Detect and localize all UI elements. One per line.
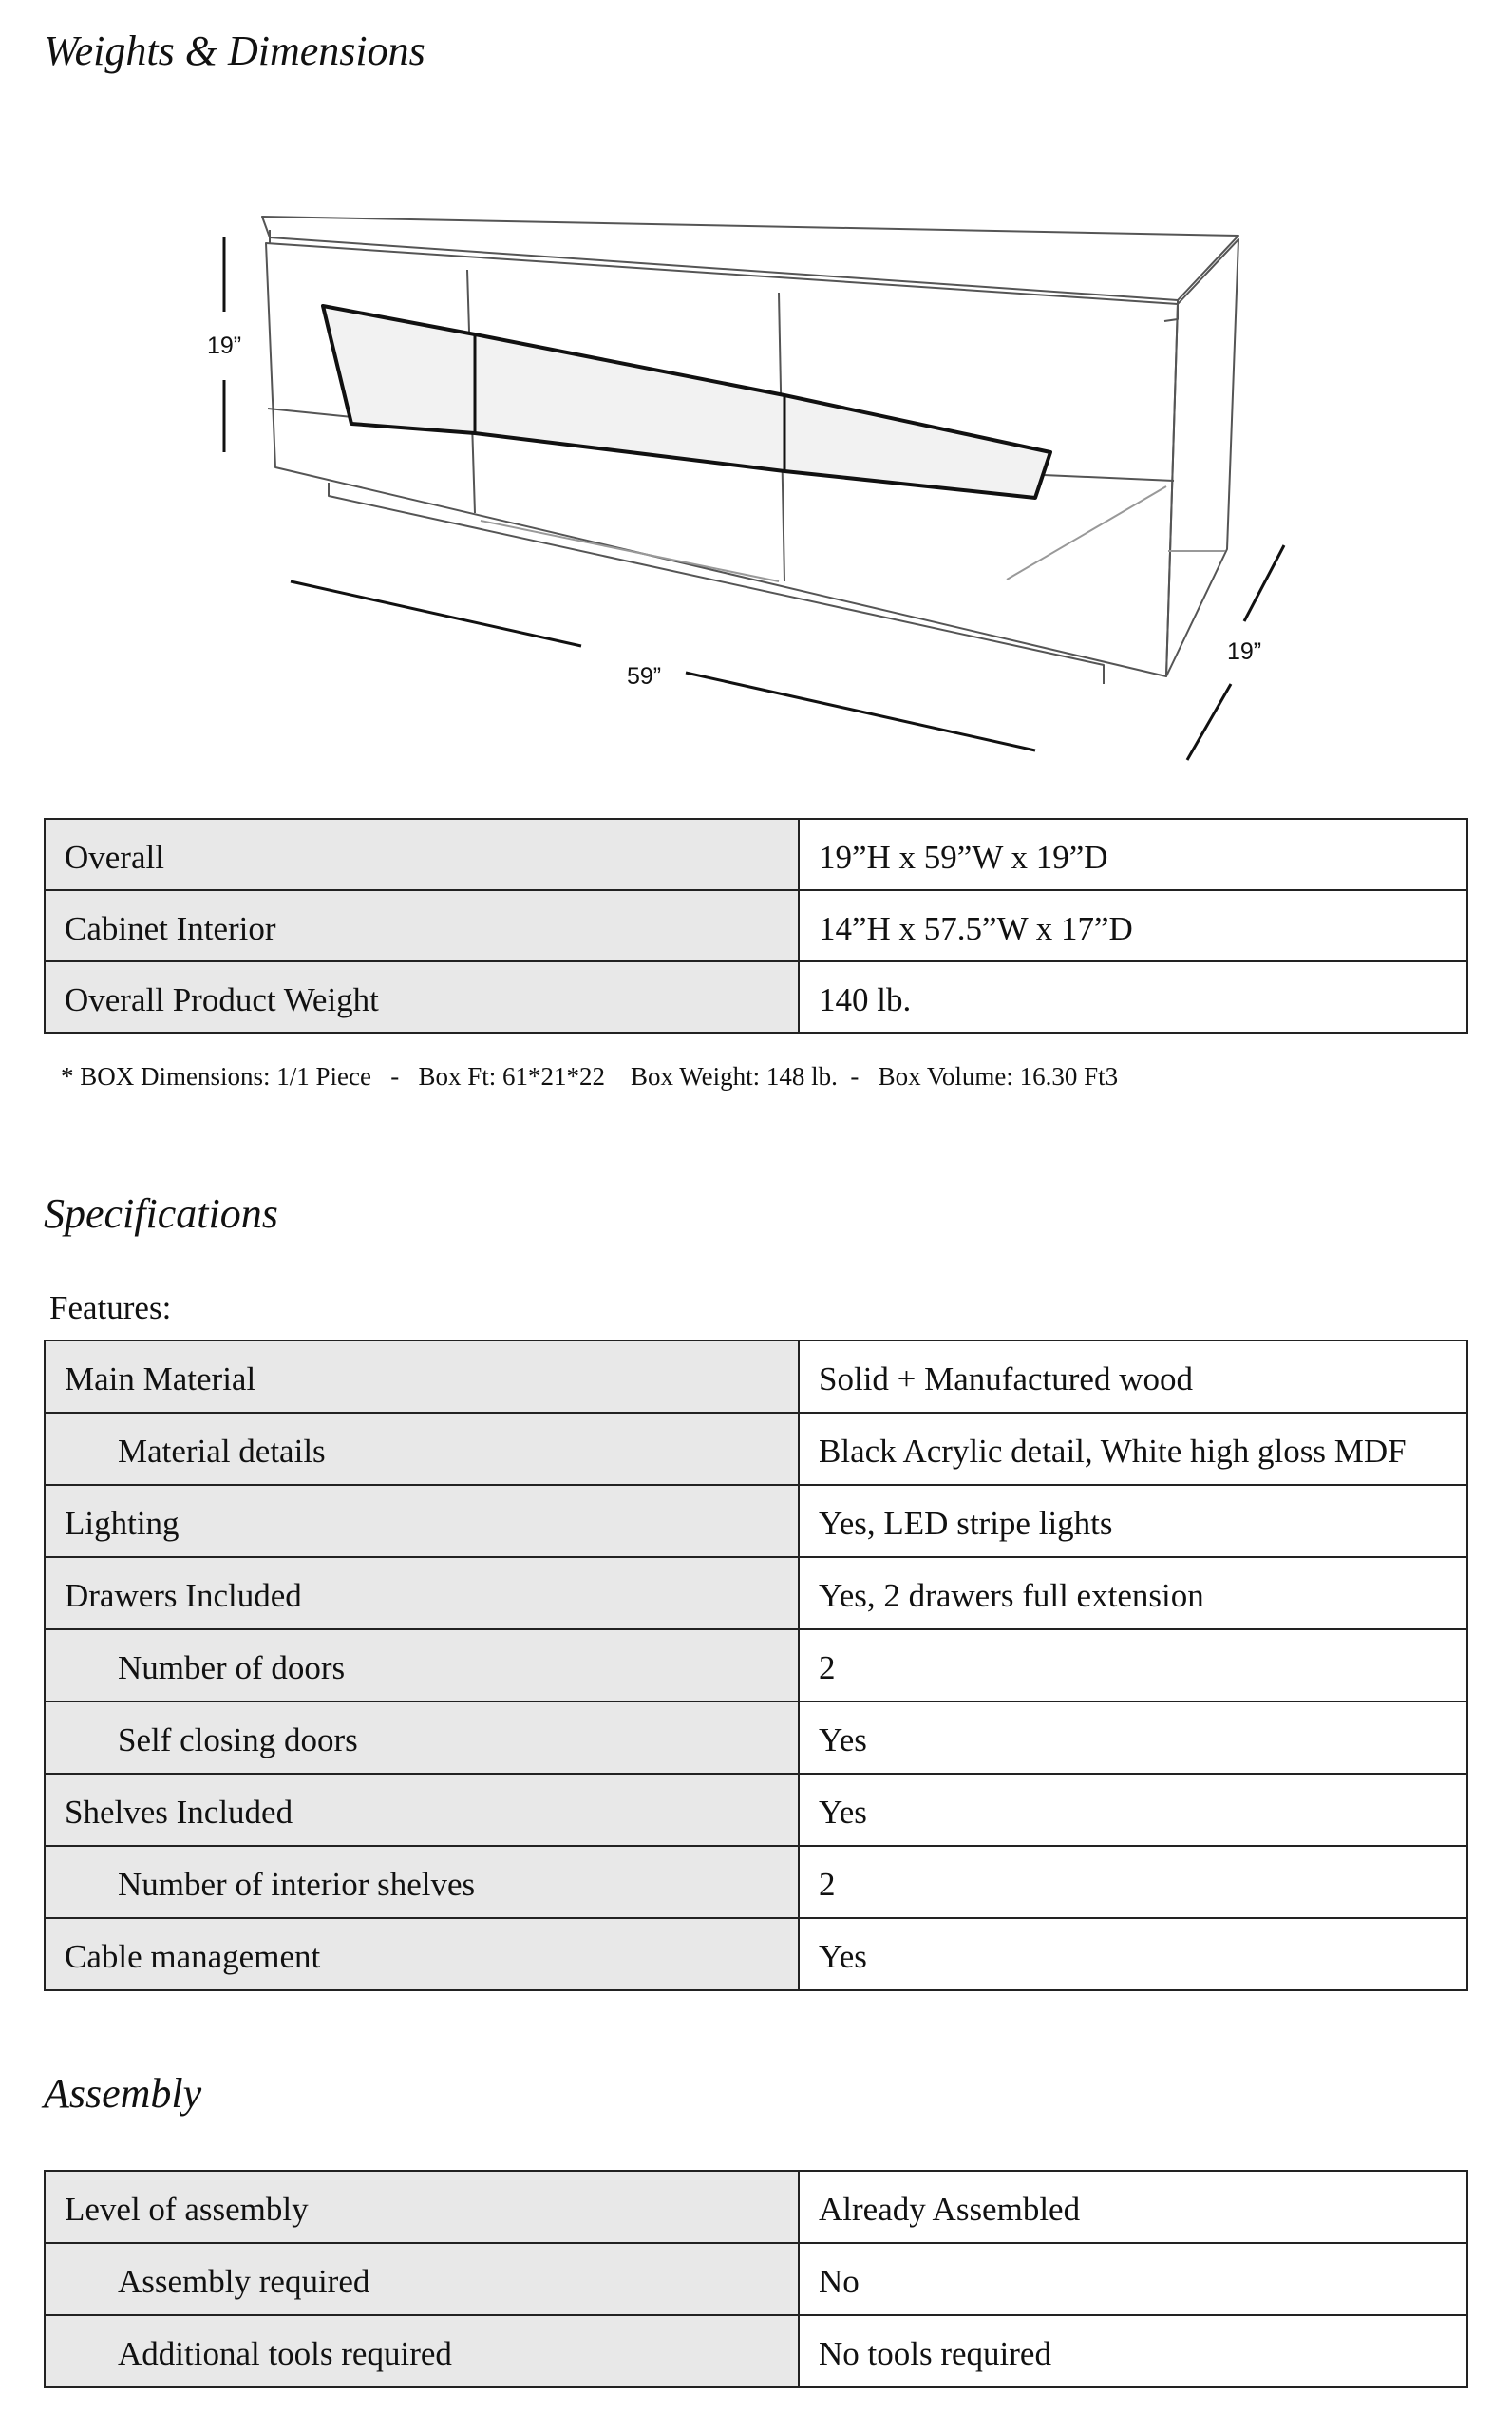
row-value: Already Assembled — [799, 2171, 1467, 2243]
cabinet-top-surface — [262, 217, 1238, 300]
row-value: Solid + Manufactured wood — [799, 1340, 1467, 1413]
row-value: No — [799, 2243, 1467, 2315]
width-dimension-line-left — [291, 581, 581, 646]
row-label: Assembly required — [45, 2243, 799, 2315]
depth-dimension-line-top — [1244, 545, 1284, 621]
row-label: Lighting — [45, 1485, 799, 1557]
assembly-table — [44, 2170, 1468, 2388]
row-label: Number of doors — [45, 1629, 799, 1701]
row-label: Material details — [45, 1413, 799, 1485]
table-row — [45, 819, 1467, 890]
table-row — [45, 2243, 1467, 2315]
table-row — [45, 961, 1467, 1033]
width-dimension-line-right — [686, 673, 1035, 750]
height-dimension-label: 19” — [207, 332, 242, 359]
specifications-title: Specifications — [44, 1190, 278, 1237]
row-label: Shelves Included — [45, 1774, 799, 1846]
row-value: Yes — [799, 1918, 1467, 1990]
table-row — [45, 890, 1467, 961]
table-row — [45, 1774, 1467, 1846]
tv-stand-line-drawing — [0, 0, 1512, 788]
row-label: Overall — [45, 819, 799, 890]
row-value: Yes, LED stripe lights — [799, 1485, 1467, 1557]
specifications-table — [44, 1340, 1468, 1991]
row-label: Cable management — [45, 1918, 799, 1990]
table-row — [45, 1485, 1467, 1557]
depth-dimension-label: 19” — [1227, 638, 1262, 665]
row-label: Additional tools required — [45, 2315, 799, 2387]
table-row — [45, 1846, 1467, 1918]
box-dimensions-note: * BOX Dimensions: 1/1 Piece - Box Ft: 61*21*22 Box Weight: 148 lb. - Box Volume: 16.30 Ft3 — [61, 1062, 1119, 1091]
row-value: Yes — [799, 1774, 1467, 1846]
row-value: 2 — [799, 1846, 1467, 1918]
acrylic-detail-band — [323, 306, 1050, 498]
row-value: 2 — [799, 1629, 1467, 1701]
row-value: 14”H x 57.5”W x 17”D — [799, 890, 1467, 961]
row-label: Cabinet Interior — [45, 890, 799, 961]
table-row — [45, 1918, 1467, 1990]
table-row — [45, 1629, 1467, 1701]
row-value: 140 lb. — [799, 961, 1467, 1033]
table-row — [45, 2315, 1467, 2387]
row-value: Yes, 2 drawers full extension — [799, 1557, 1467, 1629]
table-row — [45, 1340, 1467, 1413]
table-row — [45, 1701, 1467, 1774]
dimensions-table — [44, 818, 1468, 1034]
row-label: Self closing doors — [45, 1701, 799, 1774]
row-value: Black Acrylic detail, White high gloss MDF — [799, 1413, 1467, 1485]
weights-dimensions-title: Weights & Dimensions — [44, 28, 425, 74]
row-label: Number of interior shelves — [45, 1846, 799, 1918]
features-label: Features: — [49, 1289, 172, 1326]
row-label: Overall Product Weight — [45, 961, 799, 1033]
table-row — [45, 1413, 1467, 1485]
row-value: Yes — [799, 1701, 1467, 1774]
row-value: 19”H x 59”W x 19”D — [799, 819, 1467, 890]
depth-dimension-line-bottom — [1187, 684, 1231, 760]
row-label: Drawers Included — [45, 1557, 799, 1629]
table-row — [45, 1557, 1467, 1629]
row-label: Level of assembly — [45, 2171, 799, 2243]
row-label: Main Material — [45, 1340, 799, 1413]
assembly-title: Assembly — [44, 2070, 202, 2117]
width-dimension-label: 59” — [627, 663, 662, 690]
table-row — [45, 2171, 1467, 2243]
row-value: No tools required — [799, 2315, 1467, 2387]
